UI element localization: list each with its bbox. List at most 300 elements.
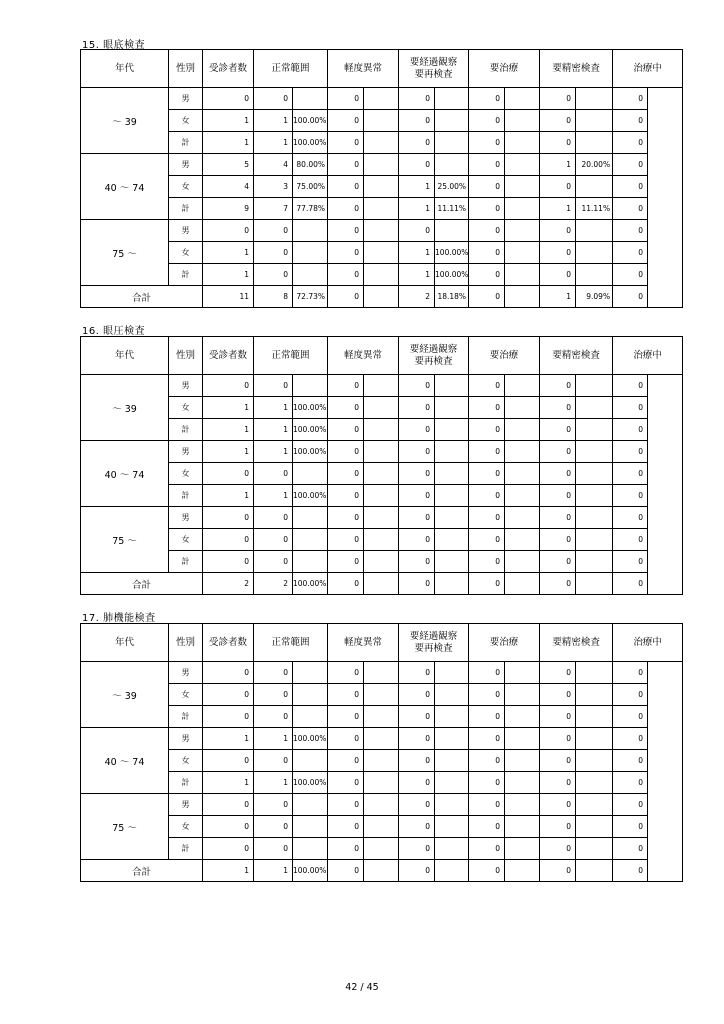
count-cell: 0: [469, 816, 505, 838]
sex-cell: 計: [169, 264, 203, 286]
section-title-17: 17. 肺機能検査: [82, 613, 156, 624]
count-cell: 0: [540, 662, 576, 684]
count-cell: 0: [540, 264, 576, 286]
sex-cell: 女: [169, 397, 203, 419]
table-row: [81, 132, 683, 154]
header-examinees: 受診者数: [203, 624, 254, 662]
count-cell: 0: [613, 242, 648, 264]
percent-cell: [364, 242, 399, 264]
count-cell: 0: [613, 507, 648, 529]
count-cell: 0: [613, 860, 648, 882]
percent-cell: [505, 684, 540, 706]
percent-cell: 72.73%: [293, 286, 328, 308]
count-cell: 9: [203, 198, 254, 220]
percent-cell: [505, 441, 540, 463]
count-cell: 0: [328, 286, 364, 308]
percent-cell: [576, 551, 613, 573]
count-cell: 0: [613, 132, 648, 154]
percent-cell: [505, 772, 540, 794]
percent-cell: [293, 220, 328, 242]
percent-cell: 11.11%: [576, 198, 613, 220]
percent-cell: [435, 860, 469, 882]
percent-cell: [364, 397, 399, 419]
count-cell: 0: [613, 88, 648, 110]
header-age: 年代: [81, 50, 169, 88]
count-cell: 0: [254, 816, 293, 838]
percent-cell: [435, 794, 469, 816]
count-cell: 0: [203, 507, 254, 529]
count-cell: 1: [203, 242, 254, 264]
count-cell: 0: [613, 794, 648, 816]
header-detailed-exam: 要精密検査: [540, 624, 613, 662]
sex-cell: 男: [169, 220, 203, 242]
sex-cell: 男: [169, 507, 203, 529]
percent-cell: [576, 397, 613, 419]
count-cell: 0: [613, 375, 648, 397]
count-cell: 0: [613, 485, 648, 507]
percent-cell: 25.00%: [435, 176, 469, 198]
percent-cell: 77.78%: [293, 198, 328, 220]
count-cell: 0: [254, 507, 293, 529]
count-cell: 0: [540, 816, 576, 838]
percent-cell: [505, 198, 540, 220]
count-cell: 0: [203, 529, 254, 551]
header-row: [81, 337, 683, 375]
count-cell: 0: [254, 88, 293, 110]
percent-cell: [435, 662, 469, 684]
percent-cell: [364, 551, 399, 573]
count-cell: 0: [613, 220, 648, 242]
percent-cell: [505, 838, 540, 860]
count-cell: 0: [469, 397, 505, 419]
count-cell: 0: [328, 529, 364, 551]
sex-cell: 計: [169, 706, 203, 728]
count-cell: 0: [540, 110, 576, 132]
count-cell: 5: [203, 154, 254, 176]
count-cell: 1: [203, 132, 254, 154]
count-cell: 4: [203, 176, 254, 198]
count-cell: 1: [203, 860, 254, 882]
count-cell: 1: [203, 419, 254, 441]
percent-cell: [576, 838, 613, 860]
header-row: [81, 624, 683, 662]
percent-cell: [576, 794, 613, 816]
percent-cell: [435, 463, 469, 485]
table-row: [81, 375, 683, 397]
count-cell: 0: [328, 684, 364, 706]
table-row: [81, 772, 683, 794]
percent-cell: [293, 507, 328, 529]
count-cell: 2: [254, 573, 293, 595]
count-cell: 0: [613, 198, 648, 220]
percent-cell: [576, 132, 613, 154]
percent-cell: [364, 88, 399, 110]
percent-cell: 80.00%: [293, 154, 328, 176]
section-title-15: 15. 眼底検査: [82, 40, 146, 51]
percent-cell: [576, 662, 613, 684]
percent-cell: [576, 507, 613, 529]
percent-cell: 100.00%: [293, 419, 328, 441]
sex-cell: 計: [169, 132, 203, 154]
percent-cell: [505, 286, 540, 308]
age-group-label: ～ 39: [81, 375, 169, 441]
percent-cell: [293, 264, 328, 286]
count-cell: 0: [399, 838, 435, 860]
percent-cell: [364, 529, 399, 551]
header-sex: 性別: [169, 624, 203, 662]
age-group-label: 40 ～ 74: [81, 441, 169, 507]
header-under-treatment: 治療中: [613, 337, 683, 375]
percent-cell: [505, 264, 540, 286]
count-cell: 0: [254, 551, 293, 573]
percent-cell: [435, 507, 469, 529]
percent-cell: [364, 573, 399, 595]
count-cell: 0: [613, 706, 648, 728]
header-follow-up: 要経過観察 要再検査: [399, 337, 469, 375]
total-label: 合計: [81, 573, 203, 595]
sex-cell: 女: [169, 684, 203, 706]
count-cell: 0: [399, 529, 435, 551]
percent-cell: [505, 860, 540, 882]
count-cell: 0: [254, 662, 293, 684]
percent-cell: [364, 154, 399, 176]
percent-cell: 18.18%: [435, 286, 469, 308]
percent-cell: [505, 706, 540, 728]
count-cell: 0: [399, 110, 435, 132]
percent-cell: [435, 485, 469, 507]
percent-cell: [364, 375, 399, 397]
table-row: [81, 529, 683, 551]
percent-cell: [293, 816, 328, 838]
count-cell: 0: [469, 838, 505, 860]
percent-cell: [293, 463, 328, 485]
count-cell: 0: [540, 551, 576, 573]
count-cell: 0: [399, 684, 435, 706]
percent-cell: [364, 463, 399, 485]
count-cell: 1: [203, 110, 254, 132]
count-cell: 0: [469, 551, 505, 573]
table-row: [81, 176, 683, 198]
count-cell: 0: [613, 176, 648, 198]
percent-cell: [505, 375, 540, 397]
count-cell: 0: [328, 485, 364, 507]
count-cell: 0: [203, 463, 254, 485]
count-cell: 4: [254, 154, 293, 176]
sex-cell: 男: [169, 662, 203, 684]
header-row: [81, 50, 683, 88]
percent-cell: [364, 750, 399, 772]
count-cell: 0: [613, 662, 648, 684]
sex-cell: 計: [169, 772, 203, 794]
count-cell: 0: [328, 176, 364, 198]
sex-cell: 女: [169, 110, 203, 132]
total-label: 合計: [81, 860, 203, 882]
percent-cell: [435, 110, 469, 132]
percent-cell: [435, 816, 469, 838]
table-row: [81, 507, 683, 529]
percent-cell: [505, 728, 540, 750]
sex-cell: 計: [169, 198, 203, 220]
header-treatment: 要治療: [469, 50, 540, 88]
percent-cell: [435, 154, 469, 176]
percent-cell: 100.00%: [293, 860, 328, 882]
sex-cell: 計: [169, 485, 203, 507]
percent-cell: [576, 816, 613, 838]
count-cell: 0: [613, 463, 648, 485]
percent-cell: [435, 220, 469, 242]
count-cell: 0: [469, 242, 505, 264]
header-normal: 正常範囲: [254, 50, 328, 88]
header-treatment: 要治療: [469, 624, 540, 662]
count-cell: 0: [540, 529, 576, 551]
percent-cell: [435, 838, 469, 860]
table-row: [81, 684, 683, 706]
results-table-15: [80, 49, 683, 308]
percent-cell: [435, 551, 469, 573]
header-age: 年代: [81, 624, 169, 662]
count-cell: 1: [203, 728, 254, 750]
count-cell: 0: [399, 220, 435, 242]
age-group-label: ～ 39: [81, 88, 169, 154]
percent-cell: [293, 662, 328, 684]
count-cell: 0: [613, 838, 648, 860]
header-detailed-exam: 要精密検査: [540, 50, 613, 88]
count-cell: 0: [328, 772, 364, 794]
sex-cell: 女: [169, 816, 203, 838]
percent-cell: [293, 794, 328, 816]
sex-cell: 男: [169, 441, 203, 463]
count-cell: 2: [203, 573, 254, 595]
count-cell: 0: [203, 88, 254, 110]
count-cell: 0: [540, 441, 576, 463]
table-row: [81, 485, 683, 507]
count-cell: 0: [469, 860, 505, 882]
count-cell: 2: [399, 286, 435, 308]
count-cell: 0: [399, 88, 435, 110]
count-cell: 0: [328, 463, 364, 485]
percent-cell: 100.00%: [293, 485, 328, 507]
age-group-label: 75 ～: [81, 220, 169, 286]
count-cell: 0: [328, 838, 364, 860]
count-cell: 0: [540, 88, 576, 110]
table-row: [81, 794, 683, 816]
count-cell: 0: [540, 375, 576, 397]
percent-cell: [505, 397, 540, 419]
percent-cell: 100.00%: [435, 264, 469, 286]
percent-cell: [576, 88, 613, 110]
header-mild: 軽度異常: [328, 50, 399, 88]
sex-cell: 女: [169, 176, 203, 198]
count-cell: 0: [469, 706, 505, 728]
count-cell: 1: [254, 860, 293, 882]
percent-cell: [435, 706, 469, 728]
count-cell: 0: [469, 286, 505, 308]
count-cell: 0: [328, 397, 364, 419]
count-cell: 0: [328, 662, 364, 684]
percent-cell: [364, 441, 399, 463]
count-cell: 0: [469, 132, 505, 154]
header-examinees: 受診者数: [203, 50, 254, 88]
percent-cell: [576, 706, 613, 728]
sex-cell: 女: [169, 242, 203, 264]
percent-cell: 100.00%: [293, 573, 328, 595]
count-cell: 0: [540, 220, 576, 242]
count-cell: 0: [399, 573, 435, 595]
count-cell: 0: [328, 860, 364, 882]
count-cell: 0: [254, 264, 293, 286]
sex-cell: 男: [169, 88, 203, 110]
count-cell: 0: [328, 375, 364, 397]
count-cell: 0: [540, 397, 576, 419]
percent-cell: [576, 264, 613, 286]
count-cell: 1: [399, 264, 435, 286]
percent-cell: [505, 529, 540, 551]
percent-cell: [505, 176, 540, 198]
percent-cell: [576, 750, 613, 772]
count-cell: 1: [254, 772, 293, 794]
percent-cell: [576, 684, 613, 706]
percent-cell: 100.00%: [293, 397, 328, 419]
percent-cell: [576, 375, 613, 397]
count-cell: 0: [203, 816, 254, 838]
count-cell: 0: [540, 838, 576, 860]
count-cell: 1: [399, 176, 435, 198]
percent-cell: [435, 728, 469, 750]
count-cell: 0: [540, 573, 576, 595]
count-cell: 0: [399, 728, 435, 750]
table-row: [81, 397, 683, 419]
count-cell: 0: [203, 375, 254, 397]
percent-cell: 9.09%: [576, 286, 613, 308]
count-cell: 0: [203, 706, 254, 728]
count-cell: 0: [613, 110, 648, 132]
percent-cell: [505, 816, 540, 838]
percent-cell: [364, 662, 399, 684]
table-row: [81, 88, 683, 110]
count-cell: 0: [613, 264, 648, 286]
count-cell: 0: [399, 750, 435, 772]
results-table-17: [80, 623, 683, 882]
count-cell: 0: [328, 88, 364, 110]
count-cell: 0: [399, 463, 435, 485]
percent-cell: [364, 176, 399, 198]
header-normal: 正常範囲: [254, 337, 328, 375]
percent-cell: [505, 794, 540, 816]
table-row: [81, 750, 683, 772]
sex-cell: 女: [169, 750, 203, 772]
count-cell: 0: [399, 132, 435, 154]
count-cell: 1: [203, 772, 254, 794]
sex-cell: 計: [169, 419, 203, 441]
header-under-treatment: 治療中: [613, 624, 683, 662]
count-cell: 0: [469, 794, 505, 816]
header-examinees: 受診者数: [203, 337, 254, 375]
percent-cell: [364, 706, 399, 728]
percent-cell: [505, 551, 540, 573]
count-cell: 7: [254, 198, 293, 220]
percent-cell: [435, 573, 469, 595]
count-cell: 1: [540, 286, 576, 308]
age-group-label: 40 ～ 74: [81, 728, 169, 794]
count-cell: 0: [203, 684, 254, 706]
count-cell: 3: [254, 176, 293, 198]
count-cell: 0: [540, 772, 576, 794]
section-title-16: 16. 眼圧検査: [82, 326, 146, 337]
count-cell: 0: [469, 110, 505, 132]
percent-cell: [364, 220, 399, 242]
count-cell: 0: [399, 794, 435, 816]
percent-cell: [576, 728, 613, 750]
count-cell: 1: [254, 485, 293, 507]
count-cell: 0: [469, 507, 505, 529]
count-cell: 0: [469, 573, 505, 595]
count-cell: 0: [328, 816, 364, 838]
count-cell: 0: [399, 706, 435, 728]
percent-cell: [576, 860, 613, 882]
count-cell: 0: [540, 463, 576, 485]
count-cell: 0: [613, 529, 648, 551]
percent-cell: [364, 838, 399, 860]
percent-cell: 20.00%: [576, 154, 613, 176]
count-cell: 0: [469, 728, 505, 750]
header-sex: 性別: [169, 50, 203, 88]
count-cell: 0: [203, 662, 254, 684]
count-cell: 0: [469, 176, 505, 198]
percent-cell: [435, 132, 469, 154]
percent-cell: [293, 750, 328, 772]
age-group-label: 40 ～ 74: [81, 154, 169, 220]
age-group-label: 75 ～: [81, 794, 169, 860]
percent-cell: [364, 286, 399, 308]
percent-cell: [505, 242, 540, 264]
count-cell: 0: [399, 551, 435, 573]
count-cell: 0: [328, 132, 364, 154]
count-cell: 0: [203, 750, 254, 772]
count-cell: 0: [328, 419, 364, 441]
header-follow-up: 要経過観察 要再検査: [399, 624, 469, 662]
count-cell: 1: [254, 728, 293, 750]
count-cell: 0: [613, 573, 648, 595]
count-cell: 0: [469, 772, 505, 794]
percent-cell: [505, 220, 540, 242]
percent-cell: [435, 441, 469, 463]
percent-cell: [576, 419, 613, 441]
count-cell: 0: [540, 860, 576, 882]
percent-cell: [576, 441, 613, 463]
percent-cell: 100.00%: [293, 441, 328, 463]
count-cell: 0: [399, 662, 435, 684]
table-row: [81, 110, 683, 132]
count-cell: 1: [254, 110, 293, 132]
percent-cell: [435, 529, 469, 551]
age-group-label: ～ 39: [81, 662, 169, 728]
count-cell: 0: [469, 529, 505, 551]
table-row: [81, 154, 683, 176]
table-row: [81, 220, 683, 242]
percent-cell: [364, 728, 399, 750]
header-mild: 軽度異常: [328, 337, 399, 375]
count-cell: 0: [469, 419, 505, 441]
count-cell: 0: [328, 706, 364, 728]
percent-cell: 100.00%: [293, 110, 328, 132]
count-cell: 0: [469, 485, 505, 507]
sex-cell: 男: [169, 154, 203, 176]
count-cell: 0: [254, 463, 293, 485]
count-cell: 0: [613, 441, 648, 463]
percent-cell: [293, 88, 328, 110]
count-cell: 0: [469, 375, 505, 397]
count-cell: 0: [540, 242, 576, 264]
